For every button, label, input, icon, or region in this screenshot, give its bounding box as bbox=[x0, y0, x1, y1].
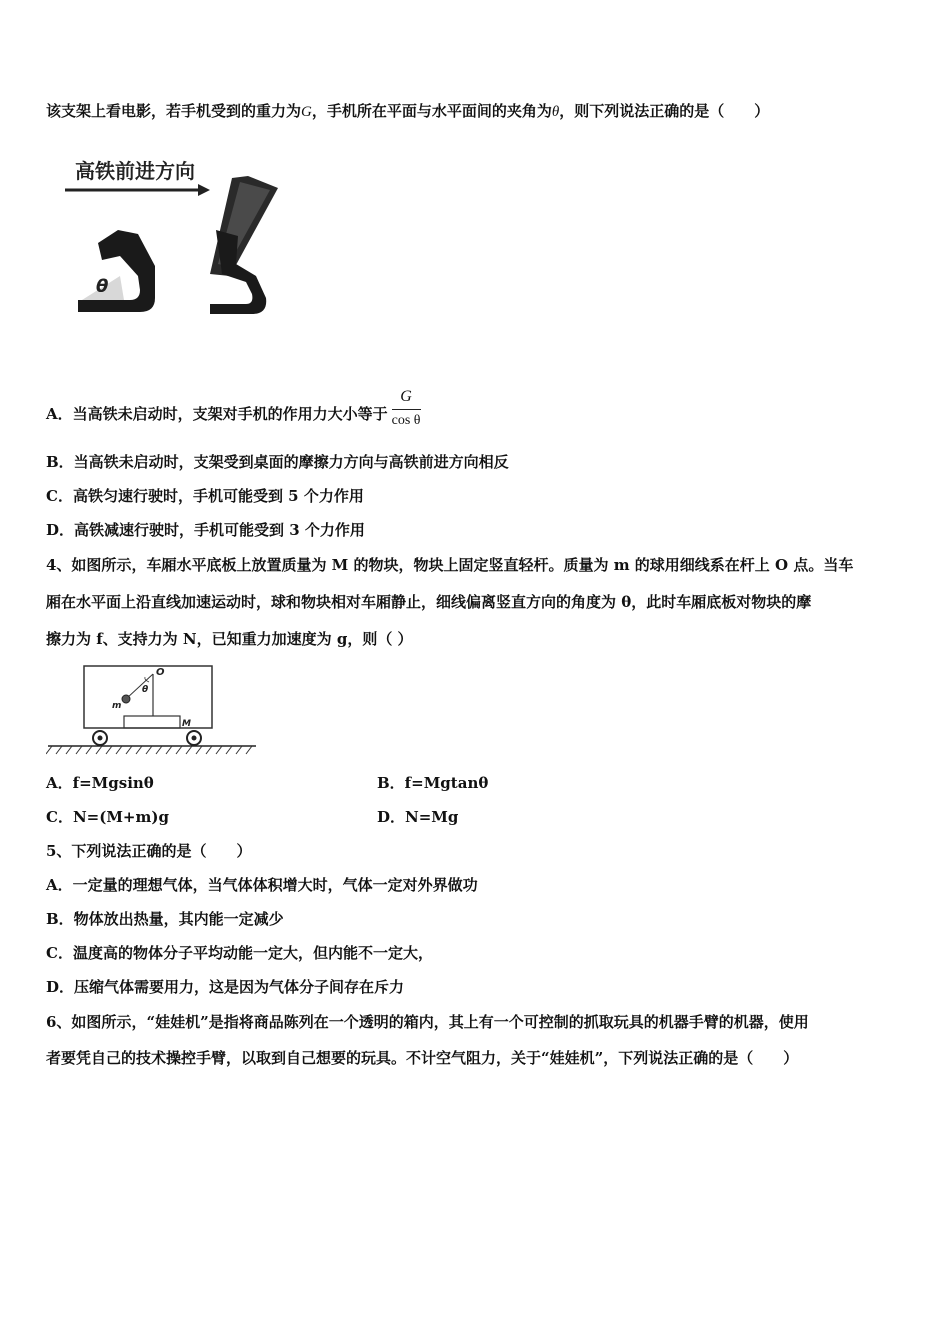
option-3c: C．高铁匀速行驶时，手机可能受到 5 个力作用 bbox=[46, 487, 364, 505]
stem-text-3: ，则下列说法正确的是（ ） bbox=[559, 102, 770, 120]
stem-text-1: 该支架上看电影，若手机受到的重力为 bbox=[46, 102, 302, 120]
theta-symbol: θ bbox=[551, 104, 560, 120]
question5-stem: 5、下列说法正确的是（ ） bbox=[46, 842, 252, 860]
wheel-left-hub bbox=[98, 736, 103, 741]
question6-stem-line2: 者要凭自己的技术操控手臂，以取到自己想要的玩具。不计空气阻力，关于“娃娃机”，下列说法正确的是（ ） bbox=[46, 1049, 799, 1067]
point-o-label: O bbox=[156, 667, 165, 678]
option-4a: A．f=Mgsinθ bbox=[46, 774, 154, 792]
option-5d: D．压缩气体需要用力，这是因为气体分子间存在斥力 bbox=[46, 978, 405, 996]
mass-m-label: m bbox=[112, 701, 122, 711]
wheel-right-hub bbox=[192, 736, 197, 741]
ball bbox=[122, 695, 130, 703]
fraction-denominator: cos θ bbox=[391, 413, 421, 428]
option-4c: C．N=(M+m)g bbox=[46, 808, 169, 826]
mass-big-m-label: M bbox=[182, 719, 191, 729]
fraction-g-over-cos bbox=[392, 387, 421, 431]
option-3a-text: A．当高铁未启动时，支架对手机的作用力大小等于 bbox=[46, 405, 388, 423]
direction-arrow-head bbox=[198, 184, 210, 196]
option-3d: D．高铁减速行驶时，手机可能受到 3 个力作用 bbox=[46, 521, 365, 539]
question4-stem-line3: 擦力为 f、支持力为 N，已知重力加速度为 g，则（ ） bbox=[46, 630, 413, 648]
option-5c: C．温度高的物体分子平均动能一定大，但内能不一定大， bbox=[46, 944, 433, 962]
question3-stem-line bbox=[46, 101, 769, 122]
railcar-figure bbox=[46, 662, 261, 757]
option-4b: B．f=Mgtanθ bbox=[377, 774, 489, 792]
option-3a bbox=[46, 388, 421, 437]
question4-stem-line2: 厢在水平面上沿直线加速运动时，球和物块相对车厢静止，细线偏离竖直方向的角度为 θ，此时车厢底板对物块的摩 bbox=[46, 593, 812, 611]
train-direction-label: 高铁前进方向 bbox=[75, 159, 195, 183]
option-4d: D．N=Mg bbox=[377, 808, 459, 826]
phone-stand-figure bbox=[60, 148, 285, 323]
block-m bbox=[124, 716, 180, 728]
question6-stem-line1: 6、如图所示，“娃娃机”是指将商品陈列在一个透明的箱内，其上有一个可控制的抓取玩具的机器手臂的机器，使用 bbox=[46, 1013, 809, 1031]
railcar-body bbox=[84, 666, 212, 728]
string-line bbox=[127, 674, 153, 698]
gravity-symbol: G bbox=[301, 104, 312, 120]
ground-hatch bbox=[46, 746, 252, 754]
theta-label: θ bbox=[142, 685, 149, 695]
option-5a: A．一定量的理想气体，当气体体积增大时，气体一定对外界做功 bbox=[46, 876, 478, 894]
question4-stem-line1: 4、如图所示，车厢水平底板上放置质量为 M 的物块，物块上固定竖直轻杆。质量为 m 的球用细线系在杆上 O 点。当车 bbox=[46, 556, 854, 574]
option-3b: B．当高铁未启动时，支架受到桌面的摩擦力方向与高铁前进方向相反 bbox=[46, 453, 509, 471]
fraction-numerator: G bbox=[392, 387, 421, 410]
option-5b: B．物体放出热量，其内能一定减少 bbox=[46, 910, 284, 928]
angle-label: θ bbox=[96, 276, 109, 297]
stem-text-2: ，手机所在平面与水平面间的夹角为 bbox=[311, 102, 552, 120]
